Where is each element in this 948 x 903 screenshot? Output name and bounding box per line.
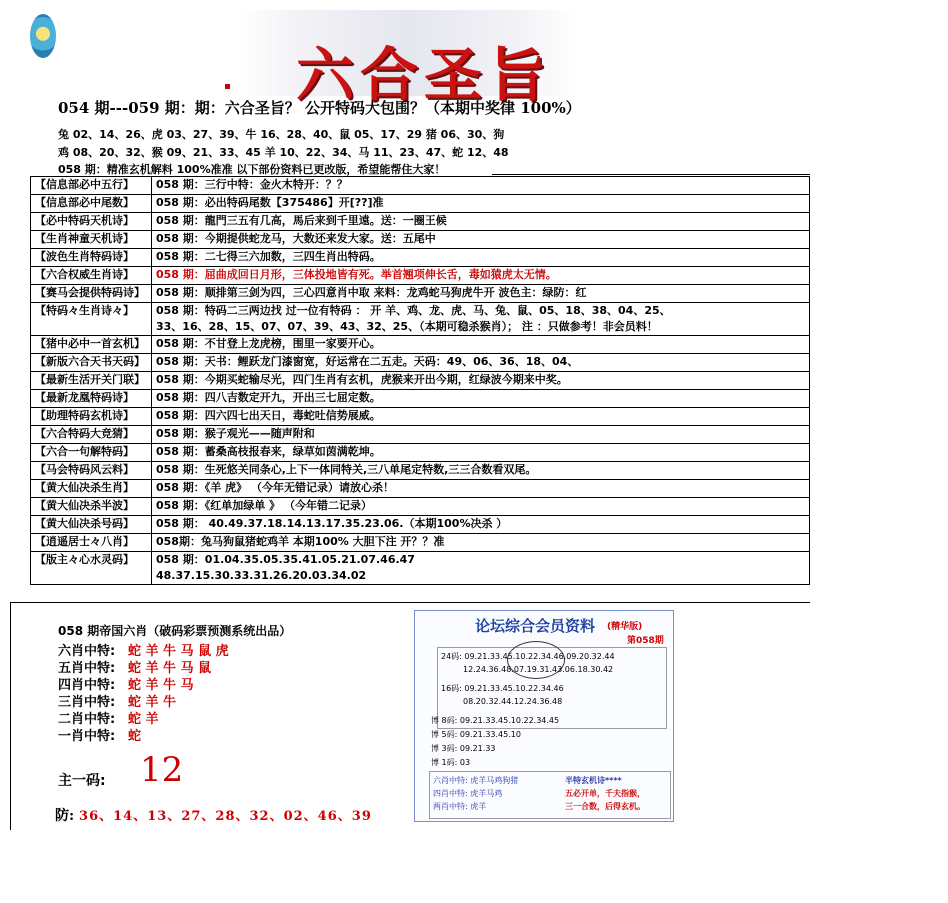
row-label: 【助理特码玄机诗】 — [31, 408, 152, 426]
table-row — [31, 336, 810, 354]
row-value-line: 058 期：生死悠关同条心,上下一体同特关,三八单尾定特数,三三合数看双尾。 — [156, 463, 537, 476]
row-label: 【信息部必中五行】 — [31, 177, 152, 195]
zodiac-pick-value: 蛇 羊 — [128, 712, 159, 727]
row-value-line: 058 期：屈曲成回日月形，三体投地皆有死。举首翘项伸长舌，毒如猿虎太无情。 — [156, 268, 557, 281]
row-value — [152, 552, 810, 585]
row-value-line: 058 期：龍門三五有几高，馬后来到千里遠。送：一圈王候 — [156, 214, 447, 227]
card-bottom-right-line: 半特玄机诗**** — [565, 776, 622, 785]
main-code-label: 主一码: — [58, 773, 106, 789]
six-zodiac-heading: 058 期帝国六肖（破码彩票预测系统出品） — [58, 624, 292, 638]
row-value-line: 058 期：天书：鲤跃龙门漆窗宽，好运常在二五走。天码：49、06、36、18、04、 — [156, 355, 579, 368]
row-value — [152, 426, 810, 444]
member-card — [414, 610, 674, 822]
zodiac-pick-label: 六肖中特: — [58, 644, 116, 659]
row-value — [152, 303, 810, 336]
row-label: 【信息部必中尾数】 — [31, 195, 152, 213]
card-number-line: 16码: 09.21.33.45.10.22.34.46 — [441, 684, 564, 693]
row-label: 【六合特码大竞猜】 — [31, 426, 152, 444]
row-value — [152, 195, 810, 213]
row-label: 【六合一句解特码】 — [31, 444, 152, 462]
zodiac-pick-label: 五肖中特: — [58, 661, 116, 676]
row-label: 【生肖神童天机诗】 — [31, 231, 152, 249]
row-value — [152, 462, 810, 480]
table-row — [31, 516, 810, 534]
row-value — [152, 285, 810, 303]
table-row — [31, 303, 810, 336]
card-bottom-right-line: 五必开单，千夫指猴， — [565, 789, 645, 798]
card-title: 论坛综合会员资料 — [475, 617, 596, 635]
row-value-line: 058 期：特码二三两边找 过一位有特码 ： 开 羊、鸡、龙、虎、马、兔、鼠、05、18、38、04、25、 — [156, 304, 671, 317]
row-value-line: 058 期：蓄桑高枝报春来，绿草如茵满乾坤。 — [156, 445, 381, 458]
row-label: 【逍遥居士々八肖】 — [31, 534, 152, 552]
row-value-line: 058 期： 40.49.37.18.14.13.17.35.23.06.（本期100%决杀 ） — [156, 517, 508, 530]
row-value — [152, 354, 810, 372]
row-label: 【黄大仙决杀生肖】 — [31, 480, 152, 498]
note-underline — [492, 174, 810, 175]
row-value — [152, 534, 810, 552]
card-number-line: 24码: 09.21.33.45.10.22.34.46.09.20.32.44 — [441, 652, 615, 661]
row-value — [152, 444, 810, 462]
row-label: 【黄大仙决杀半波】 — [31, 498, 152, 516]
table-row — [31, 498, 810, 516]
row-label: 【必中特码天机诗】 — [31, 213, 152, 231]
card-number-line: 博 8码: 09.21.33.45.10.22.34.45 — [431, 716, 560, 725]
row-value — [152, 267, 810, 285]
row-value-line: 058 期：今期买蛇输尽光，四门生肖有玄机，虎猴来开出今期，红绿波今期来中奖。 — [156, 373, 568, 386]
page-title: 六合圣旨 — [296, 41, 553, 109]
row-value-line: 058 期：不甘登上龙虎榜，围里一家要开心。 — [156, 337, 381, 350]
card-number-line: 08.20.32.44.12.24.36.48 — [463, 697, 563, 706]
table-row — [31, 426, 810, 444]
row-value-line: 058 期：今期提供蛇龙马，大数还来发大家。送：五尾中 — [156, 232, 436, 245]
decorative-dot — [225, 84, 230, 89]
table-row — [31, 444, 810, 462]
row-value-line: 058 期：01.04.35.05.35.41.05.21.07.46.47 — [156, 553, 415, 566]
zodiac-pick-value: 蛇 羊 牛 马 鼠 — [128, 661, 212, 676]
row-label: 【特码々生肖诗々】 — [31, 303, 152, 336]
card-number-line: 博 3码: 09.21.33 — [431, 744, 496, 753]
card-number-line: 博 5码: 09.21.33.45.10 — [431, 730, 521, 739]
card-subtitle: (精华版) — [607, 622, 643, 632]
row-label: 【版主々心水灵码】 — [31, 552, 152, 585]
row-value-line: 058 期：四八吉数定开九，开出三七屈定数。 — [156, 391, 381, 404]
table-row — [31, 213, 810, 231]
info-table — [30, 176, 810, 585]
row-label: 【六合权威生肖诗】 — [31, 267, 152, 285]
row-label: 【猪中必中一首玄机】 — [31, 336, 152, 354]
zodiac-pick-label: 一肖中特: — [58, 729, 116, 744]
table-row — [31, 462, 810, 480]
section-left-border — [10, 602, 11, 830]
zodiac-pick-label: 四肖中特: — [58, 678, 116, 693]
note-058: 058 期：精准玄机解料 100%准准 以下部份资料已更改版，希望能帮住大家！ — [58, 163, 446, 176]
card-bottom-right-line: 三一合数，后得玄机。 — [565, 802, 645, 811]
fang-label: 防: — [55, 808, 75, 824]
table-row — [31, 177, 810, 195]
row-value — [152, 480, 810, 498]
card-number-line: 博 1码: 03 — [431, 758, 471, 767]
zodiac-pick-value: 蛇 羊 牛 — [128, 695, 177, 710]
zodiac-line-1: 兔 02、14、26、虎 03、27、39、牛 16、28、40、鼠 05、17、29 猪 06、30、狗 — [58, 128, 505, 141]
row-label: 【波色生肖特码诗】 — [31, 249, 152, 267]
card-bottom-left-line: 四肖中特: 虎羊马鸡 — [433, 789, 503, 798]
table-row — [31, 285, 810, 303]
row-value-line: 058 期：猴子观光——随声附和 — [156, 427, 315, 440]
row-label: 【最新龙凰特码诗】 — [31, 390, 152, 408]
row-label: 【黄大仙决杀号码】 — [31, 516, 152, 534]
headline: 054 期---059 期：期：六合圣旨？ 公开特码大包围？（本期中奖律 100%） — [58, 99, 581, 117]
table-row — [31, 534, 810, 552]
row-value — [152, 498, 810, 516]
table-row — [31, 480, 810, 498]
row-label: 【最新生活开关门联】 — [31, 372, 152, 390]
row-label: 【新版六合天书天码】 — [31, 354, 152, 372]
main-code-value: 12 — [140, 750, 184, 790]
section-divider — [10, 602, 810, 603]
table-row — [31, 249, 810, 267]
row-value — [152, 390, 810, 408]
table-row — [31, 552, 810, 585]
table-row — [31, 408, 810, 426]
row-value — [152, 336, 810, 354]
table-row — [31, 195, 810, 213]
row-label: 【马会特码风云料】 — [31, 462, 152, 480]
row-value — [152, 516, 810, 534]
row-value — [152, 372, 810, 390]
row-value-line-2: 48.37.15.30.33.31.26.20.03.34.02 — [156, 569, 367, 582]
zodiac-pick-label: 二肖中特: — [58, 712, 116, 727]
row-value-line: 058 期：四六四七出天日，毒蛇吐信势展威。 — [156, 409, 381, 422]
fang-line — [55, 805, 372, 825]
site-logo-icon — [30, 14, 56, 58]
table-row — [31, 267, 810, 285]
row-value — [152, 408, 810, 426]
table-row — [31, 372, 810, 390]
row-value — [152, 177, 810, 195]
table-row — [31, 354, 810, 372]
card-number-line: 12.24.36.48.07.19.31.43.06.18.30.42 — [463, 665, 614, 674]
row-value — [152, 213, 810, 231]
row-value — [152, 231, 810, 249]
row-value-line: 058 期：二七得三六加数，三四生肖出特码。 — [156, 250, 381, 263]
row-value-line: 058 期：顺排第三剑为四，三心四意肖中取 来料：龙鸡蛇马狗虎牛开 波色主：绿防：红 — [156, 286, 587, 299]
card-bottom-left-line: 两肖中特: 虎羊 — [433, 802, 487, 811]
row-value-line: 058 期：三行中特：金火木特开：？？ — [156, 178, 348, 191]
card-issue: 第058期 — [627, 636, 664, 646]
row-value-line: 058 期：必出特码尾数【375486】开[??]准 — [156, 196, 384, 209]
card-bottom-left-line: 六肖中特: 虎羊马鸡狗猪 — [433, 776, 519, 785]
zodiac-line-2: 鸡 08、20、32、猴 09、21、33、45 羊 10、22、34、马 11、23、47、蛇 12、48 — [58, 146, 509, 159]
row-label: 【赛马会提供特码诗】 — [31, 285, 152, 303]
zodiac-pick-row — [58, 725, 141, 744]
zodiac-pick-value: 蛇 羊 牛 马 鼠 虎 — [128, 644, 229, 659]
row-value-line: 058 期：《红单加绿单 》 （今年错二记录） — [156, 499, 372, 512]
zodiac-pick-value: 蛇 — [128, 729, 142, 744]
row-value — [152, 249, 810, 267]
row-value-line: 058期：兔马狗鼠猪蛇鸡羊 本期100% 大胆下注 开？？准 — [156, 535, 445, 548]
row-value-line-2: 33、16、28、15、07、07、39、43、32、25、（本期可稳杀猴肖）； 注 ：只做参考！非会员料！ — [156, 320, 658, 333]
zodiac-pick-value: 蛇 羊 牛 马 — [128, 678, 194, 693]
fang-values: 36、14、13、27、28、32、02、46、39 — [79, 809, 372, 824]
table-row — [31, 390, 810, 408]
row-value-line: 058 期：《羊 虎》 （今年无错记录）请放心杀！ — [156, 481, 394, 494]
table-row — [31, 231, 810, 249]
zodiac-pick-label: 三肖中特: — [58, 695, 116, 710]
